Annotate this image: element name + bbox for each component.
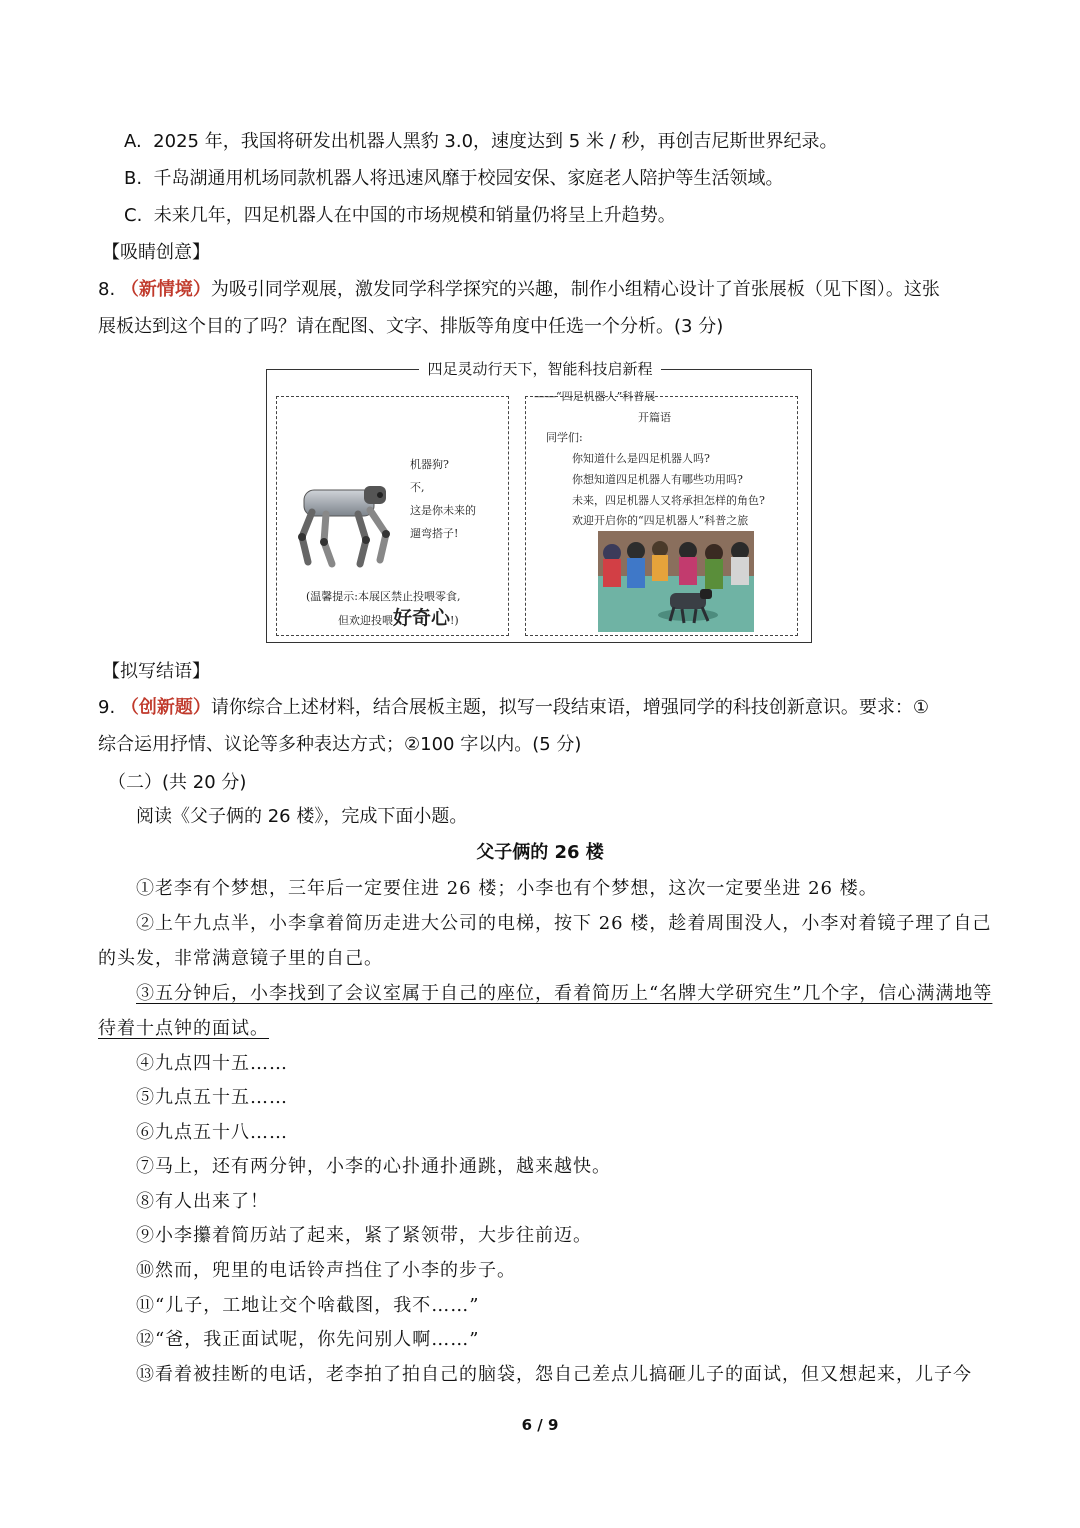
option-a bbox=[124, 129, 837, 155]
poster-right-line-2: 你想知道四足机器人有哪些功用吗? bbox=[572, 473, 743, 486]
story-p3-line2: 待着十点钟的面试。 bbox=[98, 1018, 269, 1039]
story-p6: ⑥九点五十八…… bbox=[136, 1122, 288, 1143]
story-p5: ⑤九点五十五…… bbox=[136, 1087, 288, 1108]
story-p12: ⑫“爸，我正面试呢，你先问别人啊……” bbox=[136, 1329, 480, 1350]
option-a-text: 2025 年，我国将研发出机器人黑豹 3.0，速度达到 5 米 / 秒，再创吉尼斯世界纪录。 bbox=[153, 131, 838, 152]
story-p10: ⑩然而，兜里的电话铃声挡住了小李的步子。 bbox=[136, 1260, 516, 1281]
q9-text-1: 请你综合上述材料，结合展板主题，拟写一段结束语，增强同学的科技创新意识。要求：① bbox=[210, 697, 930, 718]
poster-left-line-2: 不, bbox=[410, 481, 425, 494]
story-p2-line2: 的头发，非常满意镜子里的自己。 bbox=[98, 948, 383, 969]
q8-number: 8. bbox=[98, 279, 116, 300]
page-number: 6 / 9 bbox=[521, 1416, 559, 1434]
section-eye-catching: 【吸睛创意】 bbox=[102, 242, 210, 263]
story-p11: ⑪“儿子，工地让交个啥截图，我不……” bbox=[136, 1295, 480, 1316]
section-closing: 【拟写结语】 bbox=[102, 661, 210, 682]
option-b-label: B. bbox=[124, 168, 143, 189]
poster-tip-line2 bbox=[338, 607, 459, 629]
story-p7: ⑦马上，还有两分钟，小李的心扑通扑通跳，越来越快。 bbox=[136, 1156, 611, 1177]
q9-tag: （创新题） bbox=[120, 697, 211, 718]
poster-right-line-4: 欢迎开启你的“四足机器人”科普之旅 bbox=[572, 514, 749, 527]
poster-right-line-3: 未来，四足机器人又将承担怎样的角色? bbox=[572, 494, 765, 507]
option-b bbox=[124, 166, 784, 192]
poster-left-line-1: 机器狗? bbox=[410, 458, 449, 471]
poster-tip-line1: (温馨提示:本展区禁止投喂零食, bbox=[306, 590, 461, 603]
poster-title: 四足灵动行天下，智能科技启新程 bbox=[419, 360, 660, 378]
option-b-text: 千岛湖通用机场同款机器人将迅速风靡于校园安保、家庭老人陪护等生活领域。 bbox=[153, 168, 784, 189]
poster-left-line-4: 遛弯搭子! bbox=[410, 527, 459, 540]
story-p3-line1: ③五分钟后，小李找到了会议室属于自己的座位，看着简历上“名牌大学研究生”几个字，信心满满地等 bbox=[136, 983, 993, 1004]
option-c-label: C. bbox=[124, 205, 143, 226]
reading-instruction: 阅读《父子俩的 26 楼》，完成下面小题。 bbox=[136, 806, 468, 827]
poster-tip-prefix: 但欢迎投喂 bbox=[338, 614, 393, 627]
option-c-text: 未来几年，四足机器人在中国的市场规模和销量仍将呈上升趋势。 bbox=[153, 205, 676, 226]
q8-text-1: 为吸引同学观展，激发同学科学探究的兴趣，制作小组精心设计了首张展板（见下图）。这张 bbox=[210, 279, 940, 300]
q9-line1 bbox=[98, 695, 929, 721]
robot-dog-image bbox=[294, 462, 404, 572]
story-p9: ⑨小李攥着简历站了起来，紧了紧领带，大步往前迈。 bbox=[136, 1225, 592, 1246]
story-p2-line1: ②上午九点半，小李拿着简历走进大公司的电梯，按下 26 楼，趁着周围没人，小李对着镜子理了自己 bbox=[136, 913, 992, 934]
q9-line2: 综合运用抒情、议论等多种表达方式；②100 字以内。(5 分) bbox=[98, 734, 582, 755]
story-p13: ⑬看着被挂断的电话，老李拍了拍自己的脑袋，怨自己差点儿搞砸儿子的面试，但又想起来，儿子今 bbox=[136, 1364, 972, 1385]
poster-left-line-3: 这是你未来的 bbox=[410, 504, 476, 517]
q9-number: 9. bbox=[98, 697, 116, 718]
story-p4: ④九点四十五…… bbox=[136, 1053, 288, 1074]
option-c bbox=[124, 203, 676, 229]
poster-right-subheader: 开篇语 bbox=[638, 411, 671, 424]
story-p8: ⑧有人出来了！ bbox=[136, 1191, 269, 1212]
poster-right-header: ——“四足机器人”科普展 bbox=[534, 390, 656, 403]
poster-greeting: 同学们: bbox=[546, 431, 583, 444]
children-with-robot-photo bbox=[598, 531, 754, 632]
story-title: 父子俩的 26 楼 bbox=[476, 842, 604, 863]
part2-header: （二）(共 20 分) bbox=[108, 772, 247, 793]
story-p1: ①老李有个梦想，三年后一定要住进 26 楼；小李也有个梦想，这次一定要坐进 26 楼。 bbox=[136, 878, 878, 899]
q8-line1 bbox=[98, 277, 940, 303]
poster-tip-suffix: !) bbox=[450, 614, 459, 627]
option-a-label: A. bbox=[124, 131, 142, 152]
q8-tag: （新情境） bbox=[120, 279, 211, 300]
q8-line2: 展板达到这个目的了吗？请在配图、文字、排版等角度中任选一个分析。(3 分) bbox=[98, 316, 724, 337]
poster-tip-big: 好奇心 bbox=[393, 607, 451, 629]
poster-right-line-1: 你知道什么是四足机器人吗? bbox=[572, 452, 710, 465]
